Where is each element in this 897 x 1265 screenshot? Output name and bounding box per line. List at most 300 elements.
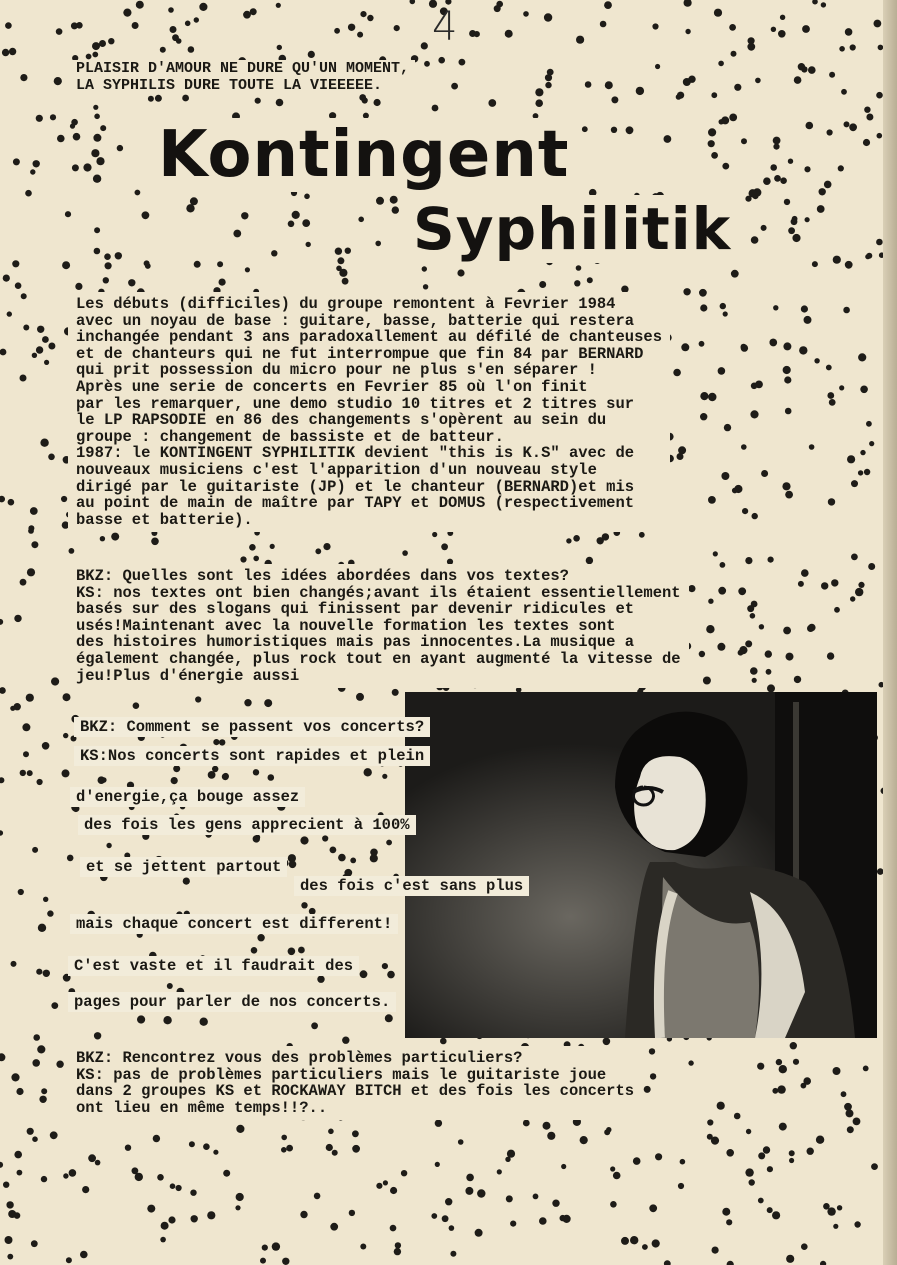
dot — [633, 1157, 641, 1165]
dot — [311, 1022, 318, 1029]
dot — [375, 241, 381, 247]
dot — [41, 1088, 47, 1094]
dot — [301, 902, 307, 908]
dot — [759, 624, 764, 629]
dot — [729, 114, 737, 122]
dot — [160, 1237, 166, 1243]
dot — [745, 1168, 753, 1176]
dot — [163, 1016, 171, 1024]
dot — [847, 1126, 854, 1133]
dot — [700, 392, 708, 400]
dot — [390, 196, 398, 204]
dot — [507, 1150, 515, 1158]
dot — [54, 77, 62, 85]
dot — [457, 269, 464, 276]
dot — [142, 211, 150, 219]
dot — [32, 1059, 40, 1067]
dot — [745, 640, 752, 647]
dot — [249, 544, 256, 551]
dot — [766, 669, 772, 675]
dot — [0, 496, 5, 503]
dot — [440, 1038, 447, 1045]
dot — [66, 1257, 72, 1263]
dot — [801, 1243, 808, 1250]
dot — [761, 470, 768, 477]
dot — [288, 221, 295, 228]
dot — [714, 9, 722, 17]
intro-paragraph — [68, 292, 670, 532]
dot — [14, 615, 21, 622]
dot — [31, 1240, 38, 1247]
dot — [168, 7, 174, 13]
dot — [262, 1245, 268, 1251]
dot — [821, 582, 828, 589]
dot — [185, 21, 191, 27]
dot — [829, 399, 836, 406]
dot — [6, 1201, 13, 1208]
dot — [552, 1200, 559, 1207]
dot — [115, 252, 122, 259]
dot — [636, 87, 644, 95]
dot — [794, 76, 802, 84]
dot — [360, 1244, 366, 1250]
dot — [539, 281, 546, 288]
band-title-line-1: Kontingent — [150, 118, 577, 192]
dot — [358, 217, 364, 223]
dot — [678, 1183, 684, 1189]
dot — [48, 454, 55, 461]
dot — [827, 652, 834, 659]
dot — [3, 275, 10, 282]
dot — [777, 1085, 785, 1093]
dot — [798, 581, 804, 587]
dot — [438, 57, 445, 64]
dot — [63, 1173, 68, 1178]
dot — [784, 199, 790, 205]
epigraph — [70, 60, 415, 94]
dot — [741, 344, 748, 351]
dot — [302, 219, 310, 227]
dot — [82, 1186, 89, 1193]
dot — [758, 1198, 764, 1204]
dot — [843, 307, 850, 314]
dot — [96, 157, 104, 165]
dot — [212, 766, 218, 772]
dot — [851, 480, 858, 487]
dot — [125, 1145, 131, 1151]
dot — [718, 61, 724, 67]
dot — [630, 1236, 638, 1244]
dot — [48, 343, 55, 350]
dot — [782, 482, 790, 490]
dot — [802, 25, 810, 33]
dot — [785, 408, 792, 415]
dot — [276, 99, 284, 107]
dot — [817, 205, 825, 213]
dot — [773, 137, 781, 145]
dot — [111, 533, 119, 541]
dot — [445, 1198, 452, 1205]
dot — [851, 554, 858, 561]
dot — [75, 283, 82, 290]
dot — [42, 336, 49, 343]
dot — [330, 1223, 338, 1231]
dot — [223, 1170, 230, 1177]
dot — [850, 596, 855, 601]
dot — [763, 1146, 770, 1153]
dot — [264, 699, 272, 707]
dot — [731, 51, 737, 57]
dot — [741, 138, 747, 144]
dot — [726, 1219, 732, 1225]
dot — [566, 538, 571, 543]
dot — [809, 444, 815, 450]
dot — [708, 496, 716, 504]
dot — [773, 305, 778, 310]
dot — [650, 1073, 656, 1079]
dot — [382, 774, 387, 779]
dot — [352, 1130, 359, 1137]
dot — [858, 470, 863, 475]
dot — [26, 694, 34, 702]
answer-line: basés sur des slogans qui finissent par devenir ridicules et — [76, 600, 635, 619]
text-line: au point de main de maître par TAPY et DOMUS (respectivement — [76, 494, 635, 513]
dot — [866, 253, 872, 259]
dot — [821, 2, 826, 7]
dot — [574, 280, 580, 286]
dot — [812, 0, 818, 5]
dot — [394, 1248, 401, 1255]
dot — [43, 970, 50, 977]
dot — [738, 587, 746, 595]
dot — [545, 74, 552, 81]
dot — [133, 702, 140, 709]
dot — [23, 325, 29, 331]
dot — [819, 188, 826, 195]
answer-line: usés!Maintenant avec la nouvelle formation les textes sont — [76, 616, 616, 635]
dot — [51, 1002, 58, 1009]
dot — [315, 548, 321, 554]
dot — [751, 383, 758, 390]
epigraph-line: LA SYPHILIS DURE TOUTE LA VIEEEEE. — [76, 77, 383, 94]
dot — [808, 624, 816, 632]
dot — [544, 13, 552, 21]
dot — [639, 532, 645, 538]
dot — [182, 95, 189, 102]
dot — [11, 961, 17, 967]
dot — [94, 227, 100, 233]
dot — [253, 835, 260, 842]
dot — [767, 1207, 773, 1213]
dot — [33, 160, 40, 167]
dot — [788, 227, 795, 234]
dot — [71, 119, 78, 126]
dot — [27, 1128, 34, 1135]
dot — [92, 52, 98, 58]
dot — [477, 1189, 485, 1197]
dot — [424, 61, 430, 67]
dot — [364, 768, 372, 776]
dot — [65, 211, 71, 217]
dot — [103, 277, 109, 283]
dot — [475, 1229, 483, 1237]
dot — [858, 353, 866, 361]
dot — [798, 63, 805, 70]
dot — [47, 910, 53, 916]
dot — [752, 513, 758, 519]
dot — [824, 181, 832, 189]
dot — [718, 587, 726, 595]
dot — [28, 525, 34, 531]
dot — [799, 346, 807, 354]
dot — [276, 3, 281, 8]
dot — [167, 983, 173, 989]
dot — [779, 1065, 787, 1073]
dot — [288, 948, 296, 956]
dot — [367, 15, 373, 21]
dot — [838, 165, 844, 171]
band-title-line-2: Syphilitik — [405, 195, 739, 263]
dot — [833, 1224, 838, 1229]
dot — [345, 248, 351, 254]
text-line: avec un noyau de base : guitare, basse, batterie qui restera — [76, 311, 635, 330]
dot — [298, 947, 305, 954]
dot — [684, 0, 692, 7]
dot — [390, 1187, 397, 1194]
text-line: Les débuts (difficiles) du groupe remontent à Fevrier 1984 — [76, 295, 616, 313]
dot — [50, 1131, 58, 1139]
dot — [789, 1158, 794, 1163]
dot — [808, 66, 816, 74]
dot — [306, 242, 311, 247]
dot — [727, 1261, 734, 1265]
dot — [683, 288, 690, 295]
dot — [170, 1183, 176, 1189]
answer-line: également changée, plus rock tout en ayant augmenté la vitesse de — [76, 649, 681, 668]
interview-answer-strip: des fois c'est sans plus — [294, 876, 529, 896]
dot — [93, 175, 101, 183]
dot — [300, 1211, 307, 1218]
dot — [245, 267, 250, 272]
dot — [611, 127, 617, 133]
dot — [20, 375, 27, 382]
dot — [778, 30, 786, 38]
dot — [67, 855, 74, 862]
dot — [726, 1149, 734, 1157]
dot — [422, 266, 427, 271]
dot — [191, 1215, 198, 1222]
dot — [814, 358, 819, 363]
dot — [255, 98, 261, 104]
dot — [153, 1135, 160, 1142]
dot — [474, 31, 480, 37]
page-edge — [883, 0, 897, 1265]
dot — [219, 279, 226, 286]
answer-line: KS: nos textes ont bien changés;avant ils étaient essentiellement — [76, 583, 681, 602]
dot — [652, 23, 658, 29]
dot — [807, 1148, 814, 1155]
dot — [171, 777, 178, 784]
dot — [27, 568, 35, 576]
dot — [673, 369, 681, 377]
dot — [752, 678, 757, 683]
dot — [0, 777, 4, 783]
dot — [563, 1215, 571, 1223]
dot — [88, 1154, 96, 1162]
dot — [788, 159, 793, 164]
dot — [783, 627, 791, 635]
dot — [31, 541, 38, 548]
dot — [826, 365, 832, 371]
dot — [15, 282, 22, 289]
dot — [435, 1120, 442, 1127]
dot — [827, 129, 833, 135]
text-line: et de chanteurs qui ne fut interrompue que fin 84 par BERNARD — [76, 344, 644, 363]
dot — [21, 293, 27, 299]
dot — [56, 1061, 63, 1068]
dot — [585, 81, 592, 88]
dot — [190, 197, 198, 205]
dot — [170, 26, 177, 33]
dot — [845, 261, 853, 269]
dot — [25, 190, 32, 197]
dot — [194, 17, 199, 22]
dot — [720, 562, 726, 568]
dot — [342, 278, 349, 285]
dot — [763, 177, 771, 185]
dot — [253, 769, 259, 775]
dot — [707, 1119, 713, 1125]
dot — [223, 773, 229, 779]
dot — [449, 1225, 455, 1231]
dot — [334, 28, 340, 34]
dot — [22, 723, 30, 731]
dot — [497, 1169, 502, 1174]
dot — [69, 548, 75, 554]
dot — [772, 1088, 778, 1094]
dot — [751, 236, 759, 244]
dot — [7, 311, 12, 316]
dot — [868, 563, 875, 570]
dot — [108, 38, 114, 44]
dot — [56, 28, 63, 35]
answer-line: jeu!Plus d'énergie aussi — [76, 666, 300, 685]
dot — [772, 1211, 780, 1219]
answer-line: KS: pas de problèmes particuliers mais le guitariste joue — [76, 1065, 607, 1084]
dot — [561, 1164, 566, 1169]
dot — [137, 1015, 145, 1023]
dot — [423, 284, 428, 289]
dot — [387, 971, 395, 979]
dot — [208, 771, 216, 779]
dot — [708, 599, 713, 604]
dot — [219, 739, 225, 745]
dot — [349, 1210, 355, 1216]
dot — [844, 121, 850, 127]
dot — [374, 99, 381, 106]
dot — [587, 277, 593, 283]
dot — [73, 133, 81, 141]
dot — [360, 970, 368, 978]
dot — [190, 1190, 196, 1196]
dot — [69, 1169, 77, 1177]
dot — [392, 206, 399, 213]
dot — [573, 535, 580, 542]
dot — [761, 225, 767, 231]
dot — [257, 934, 264, 941]
dot — [30, 169, 35, 174]
dot — [876, 92, 883, 99]
text-line: dirigé par le guitariste (JP) et le chanteur (BERNARD)et mis — [76, 477, 635, 496]
dot — [580, 1136, 588, 1144]
interview-problemes — [68, 1046, 642, 1120]
epigraph-line: PLAISIR D'AMOUR NE DURE QU'UN MOMENT, — [76, 60, 410, 77]
dot — [712, 1247, 719, 1254]
dot — [757, 1063, 764, 1070]
dot — [442, 1215, 449, 1222]
dot — [37, 1045, 45, 1053]
interview-answer-strip: et se jettent partout — [80, 857, 287, 877]
dot — [724, 424, 731, 431]
dot — [523, 11, 529, 17]
dot — [505, 30, 513, 38]
dot — [157, 1174, 164, 1181]
dot — [700, 413, 707, 420]
dot — [876, 239, 883, 246]
dot — [863, 1066, 869, 1072]
dot — [71, 22, 78, 29]
dot — [847, 455, 855, 463]
dot — [37, 779, 43, 785]
dot — [721, 472, 729, 480]
dot — [758, 1152, 765, 1159]
dot — [36, 115, 43, 122]
dot — [155, 95, 162, 102]
dot — [272, 1242, 280, 1250]
dot — [506, 1195, 513, 1202]
dot — [260, 1258, 266, 1264]
dot — [101, 777, 107, 783]
dot — [780, 177, 787, 184]
dot — [63, 733, 68, 738]
dot — [360, 11, 366, 17]
dot — [117, 145, 123, 151]
dot — [547, 1132, 555, 1140]
dot — [786, 1255, 794, 1263]
dot — [217, 261, 223, 267]
dot — [767, 1166, 773, 1172]
dot — [831, 579, 838, 586]
dot — [655, 64, 660, 69]
dot — [749, 1179, 755, 1185]
dot — [833, 1067, 841, 1075]
dot — [602, 533, 609, 540]
dot — [707, 1134, 713, 1140]
interview-answer-strip: mais chaque concert est different! — [70, 914, 398, 934]
dot — [626, 126, 634, 134]
dot — [308, 51, 315, 58]
dot — [328, 1129, 334, 1135]
dot — [791, 218, 798, 225]
dot — [151, 538, 159, 546]
dot — [286, 1145, 293, 1152]
dot — [441, 543, 448, 550]
text-line: basse et batterie). — [76, 510, 253, 529]
dot — [711, 152, 718, 159]
dot — [282, 1258, 289, 1265]
dot — [699, 651, 705, 657]
dot — [42, 742, 50, 750]
